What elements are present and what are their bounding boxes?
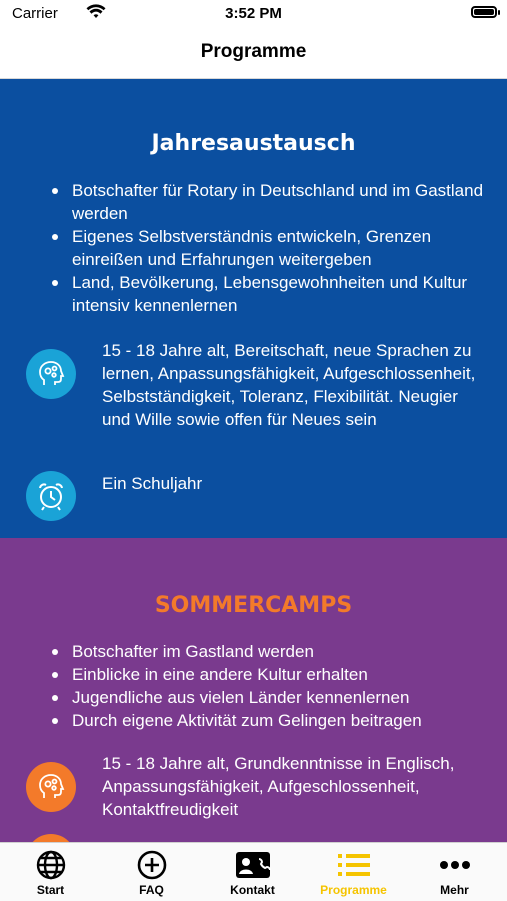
navigation-bar — [0, 28, 507, 79]
list-item: Jugendliche aus vielen Länder kennenlernen — [52, 686, 487, 709]
tab-label: Kontakt — [230, 883, 275, 897]
requirements-text: 15 - 18 Jahre alt, Grundkenntnisse in Englisch, Anpassungsfähigkeit, Aufgeschlossenheit, Kontaktfreudigkeit — [102, 754, 455, 819]
tab-label: Start — [36, 883, 65, 897]
page-title: Programme — [200, 41, 307, 62]
tab-label: FAQ — [139, 883, 164, 897]
globe-icon — [33, 849, 69, 881]
brain-gears-icon — [26, 349, 76, 399]
alarm-clock-icon — [26, 471, 76, 521]
contact-card-icon — [235, 849, 271, 881]
list-item: Durch eigene Aktivität zum Gelingen beitragen — [52, 709, 487, 732]
status-time: 3:52 PM — [225, 5, 282, 22]
partial-icon — [26, 834, 76, 842]
tab-label: Programme — [320, 883, 387, 897]
list-item: Botschafter im Gastland werden — [52, 640, 487, 663]
tab-faq[interactable] — [101, 843, 202, 901]
list-item: Einblicke in eine andere Kultur erhalten — [52, 663, 487, 686]
list-icon — [336, 849, 372, 881]
programme-content[interactable] — [0, 79, 507, 842]
list-item: Botschafter für Rotary in Deutschland und im Gastland werden — [52, 179, 487, 225]
more-dots-icon — [437, 849, 473, 881]
section-title: SOMMERCAMPS — [154, 593, 353, 618]
tab-kontakt[interactable] — [202, 843, 303, 901]
list-item: Eigenes Selbstverständnis entwickeln, Grenzen einreißen und Erfahrungen weitergeben — [52, 225, 487, 271]
tab-start[interactable] — [0, 843, 101, 901]
bullet-list — [52, 640, 487, 732]
tab-programme[interactable] — [303, 843, 404, 901]
status-bar — [0, 0, 507, 28]
brain-gears-icon — [26, 762, 76, 812]
duration-text: Ein Schuljahr — [102, 474, 203, 493]
section-jahresaustausch — [0, 79, 507, 538]
battery-icon — [471, 6, 497, 18]
tab-mehr[interactable] — [404, 843, 505, 901]
list-item: Land, Bevölkerung, Lebensgewohnheiten und Kultur intensiv kennenlernen — [52, 271, 487, 317]
section-title: Jahresaustausch — [151, 131, 356, 156]
requirements-text: 15 - 18 Jahre alt, Bereitschaft, neue Sprachen zu lernen, Anpassungsfähigkeit, Aufgeschlossenheit, Selbstständigkeit, Toleranz, Flexibilität. Neugier und Wille sowie offen für Neues sein — [102, 341, 476, 429]
section-sommercamps — [0, 538, 507, 842]
bullet-list — [52, 179, 487, 317]
tab-label: Mehr — [440, 883, 469, 897]
tab-bar — [0, 842, 507, 901]
plus-circle-icon — [134, 849, 170, 881]
carrier-label: Carrier — [12, 5, 58, 22]
